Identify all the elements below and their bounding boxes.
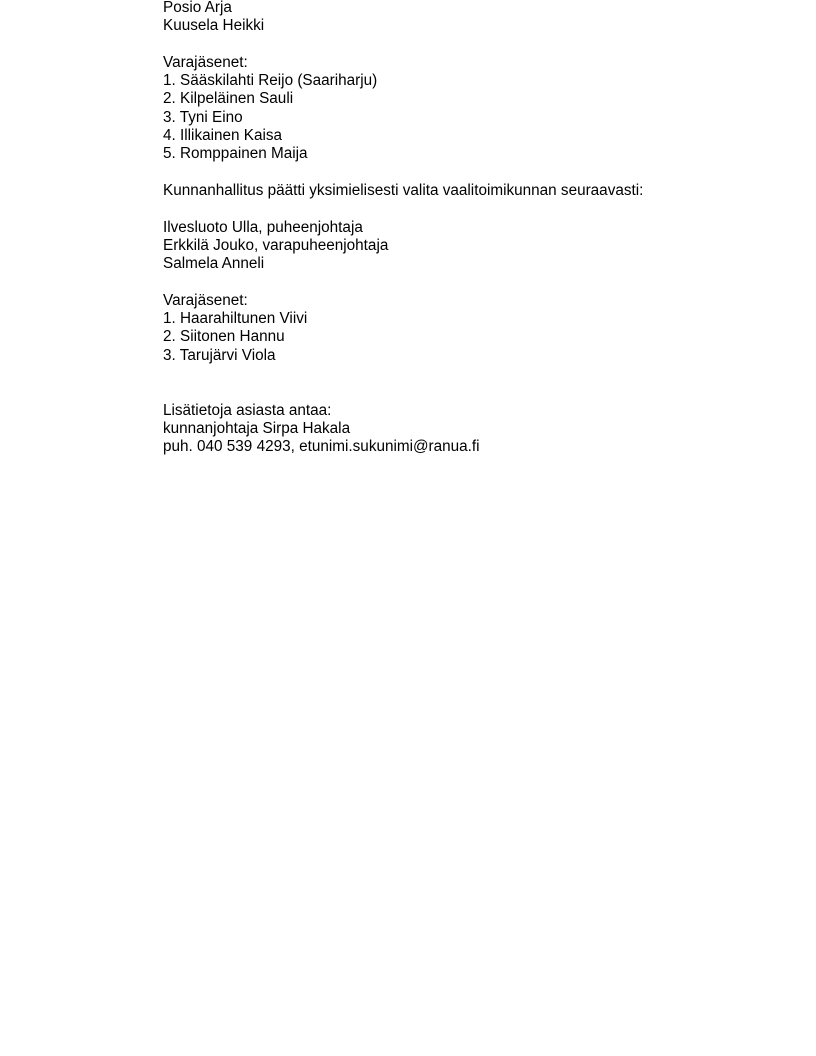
document-page (163, 0, 783, 456)
alternates-heading: Varajäsenet: (163, 53, 248, 71)
alternate-item: 4. Illikainen Kaisa (163, 127, 283, 145)
decision-text: Kunnanhallitus päätti yksimielisesti valita vaalitoimikunnan seuraavasti: (163, 181, 644, 199)
alternate-item: 1. Haarahiltunen Viivi (163, 310, 308, 328)
spacer (163, 36, 783, 54)
spacer (163, 365, 783, 402)
alternate-item: 5. Romppainen Maija (163, 145, 308, 163)
committee-member: Ilvesluoto Ulla, puheenjohtaja (163, 218, 363, 236)
contact-heading: Lisätietoja asiasta antaa: (163, 401, 332, 419)
spacer (163, 273, 783, 291)
member-name: Kuusela Heikki (163, 17, 265, 35)
spacer (163, 164, 783, 182)
alternate-item: 3. Tarujärvi Viola (163, 346, 276, 364)
alternate-item: 2. Siitonen Hannu (163, 328, 285, 346)
alternate-item: 3. Tyni Eino (163, 108, 243, 126)
committee-member: Salmela Anneli (163, 255, 265, 273)
committee-member: Erkkilä Jouko, varapuheenjohtaja (163, 236, 389, 254)
alternate-item: 1. Sääskilahti Reijo (Saariharju) (163, 72, 378, 90)
contact-details: puh. 040 539 4293, etunimi.sukunimi@ranua.fi (163, 438, 480, 456)
alternates-heading: Varajäsenet: (163, 291, 248, 309)
spacer (163, 200, 783, 218)
contact-person: kunnanjohtaja Sirpa Hakala (163, 419, 351, 437)
alternate-item: 2. Kilpeläinen Sauli (163, 90, 294, 108)
member-name: Posio Arja (163, 0, 232, 16)
